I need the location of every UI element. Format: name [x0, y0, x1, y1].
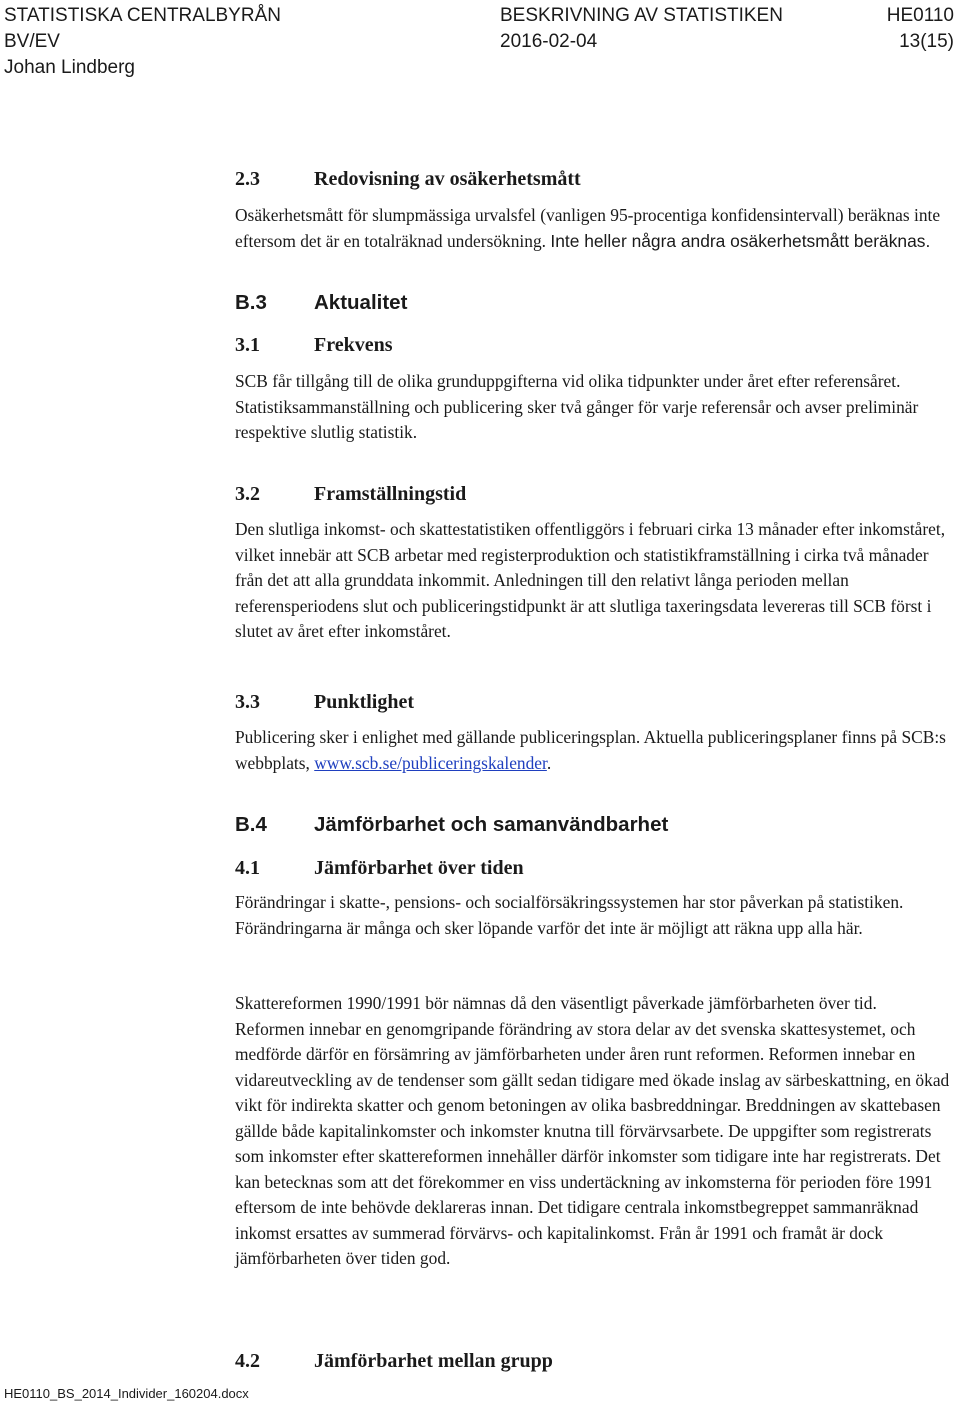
- section-number: 4.1: [235, 857, 260, 879]
- heading-b-4: [235, 813, 668, 837]
- heading-2-3: [235, 167, 581, 191]
- section-title: Frekvens: [314, 334, 393, 356]
- heading-3-2: [235, 482, 466, 506]
- heading-4-1: [235, 856, 524, 880]
- heading-b-3: [235, 291, 407, 315]
- paragraph-3-3: [235, 725, 950, 776]
- header-author: Johan Lindberg: [4, 57, 135, 78]
- paragraph-text: SCB får tillgång till de olika grunduppgifterna vid olika tidpunkter under året efter referensåret. Statistiksammanställning och publicering sker två gånger för varje referensår och avser preliminär respektive slutlig statistik.: [235, 371, 919, 442]
- publication-calendar-link[interactable]: www.scb.se/publiceringskalender: [314, 752, 547, 773]
- heading-3-3: [235, 690, 414, 714]
- section-number: 3.3: [235, 691, 260, 713]
- section-title: Jämförbarhet över tiden: [314, 857, 524, 879]
- paragraph-text: Skattereformen 1990/1991 bör nämnas då den väsentligt påverkade jämförbarheten över tid. Reformen innebar en genomgripande förändring av stora delar av det svenska skattesystemet, och medförde därför en försämring av jämförbarheten under åren runt reformen. Reformen innebar en vidareutveckling av de tendenser som gällt sedan tidigare med ökade inslag av särbeskattning, en ökad vikt för indirekta skatter och genom betoningen av olika basbreddningar. Breddningen av skattebasen gällde både kapitalinkomster och inkomster knutna till förvärvsarbete. De uppgifter som registrerats som inkomster efter skattereformen innehåller därför inkomster som tidigare inte har registrerats. Det kan betecknas som att det förekommer en viss undertäckning av inkomsterna för perioden före 1991 eftersom de inte behövde deklareras innan. Det tidigare centrala inkomstbegreppet sammanräknad inkomst ersattes av summerad förvärvs- och kapitalinkomst. Från år 1991 och framåt är dock jämförbarheten över tiden god.: [235, 993, 950, 1268]
- paragraph-punctuation: .: [546, 752, 552, 773]
- header-page-number: 13(15): [899, 31, 954, 52]
- section-title: Framställningstid: [314, 483, 467, 505]
- section-title: Jämförbarhet och samanvändbarhet: [314, 813, 669, 836]
- paragraph-text: Publicering sker i enlighet med gällande publiceringsplan. Aktuella publiceringsplaner finns på SCB:s webbplats,: [235, 727, 946, 773]
- section-title: Redovisning av osäkerhetsmått: [314, 168, 581, 190]
- paragraph-3-2: [235, 517, 950, 645]
- paragraph-text: Förändringar i skatte-, pensions- och socialförsäkringssystemen har stor påverkan på statistiken. Förändringarna är många och sker löpande varför det inte är möjligt att räkna upp alla här.: [235, 892, 904, 938]
- header-dept: BV/EV: [4, 31, 60, 52]
- section-number: 4.2: [235, 1350, 260, 1372]
- section-number: B.3: [235, 291, 267, 314]
- section-number: 2.3: [235, 168, 260, 190]
- section-number: B.4: [235, 813, 267, 836]
- header-doc-title: BESKRIVNING AV STATISTIKEN: [500, 5, 783, 26]
- paragraph-text: Den slutliga inkomst- och skattestatistiken offentliggörs i februari cirka 13 månader efter inkomståret, vilket innebär att SCB arbetar med registerproduktion och statistikframställning i cirka två månader från det att alla grunddata inkommit. Anledningen till den relativt långa perioden mellan referensperiodens slut och publiceringstidpunkt är att slutliga taxeringsdata levereras till SCB först i slutet av året efter inkomståret.: [235, 519, 946, 641]
- section-title: Jämförbarhet mellan grupp: [314, 1350, 553, 1372]
- paragraph-text: Osäkerhetsmått för slumpmässiga urvalsfel (vanligen 95-procentiga konfidensintervall) beräknas inte eftersom det är en totalräknad undersökning.: [235, 205, 941, 251]
- paragraph-4-1-a: [235, 890, 950, 941]
- header-doc-code: HE0110: [886, 5, 954, 26]
- header-date: 2016-02-04: [500, 31, 598, 52]
- section-number: 3.2: [235, 483, 260, 505]
- paragraph-4-1-b: [235, 991, 950, 1272]
- heading-3-1: [235, 333, 393, 357]
- paragraph-2-3: [235, 203, 950, 254]
- paragraph-text-sans: Inte heller några andra osäkerhetsmått beräknas.: [550, 230, 931, 251]
- section-title: Punktlighet: [314, 691, 415, 713]
- header-org: STATISTISKA CENTRALBYRÅN: [4, 5, 281, 26]
- heading-4-2: [235, 1349, 553, 1373]
- paragraph-3-1: [235, 369, 950, 446]
- footer-filename: HE0110_BS_2014_Individer_160204.docx: [4, 1386, 249, 1401]
- section-title: Aktualitet: [314, 291, 408, 314]
- section-number: 3.1: [235, 334, 260, 356]
